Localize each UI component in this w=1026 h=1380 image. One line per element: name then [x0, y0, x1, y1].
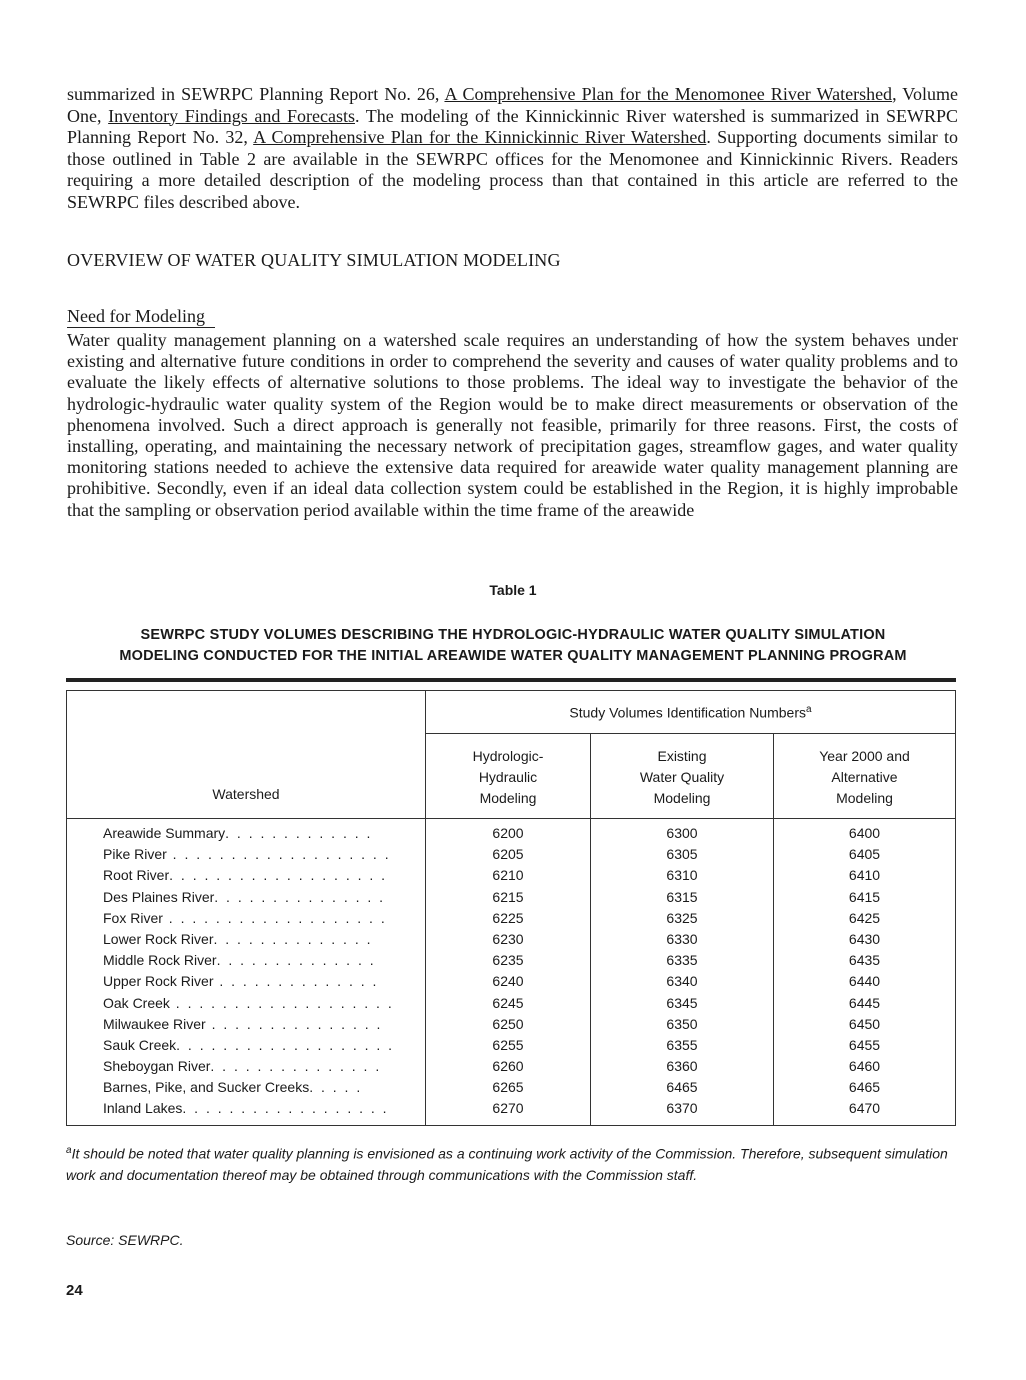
body-paragraph: Water quality management planning on a watershed scale requires an understanding of how the system behaves under existing and alternative future conditions in order to comprehend the severity and causes of water quality problems and to evaluate the likely effects of alternative solutions to those problems. The ideal way to investigate the behavior of the hydrologic-hydraulic water quality system of the Region would be to make direct measurements or observation of the phenomena involved. Such a direct approach is generally not feasible, primarily for three reasons. First, the costs of installing, operating, and maintaining the necessary network of precipitation gages, streamflow gages, and water quality monitoring stations needed to achieve the extensive data required for areawide water quality management planning are prohibitive. Secondly, even if an ideal data collection system could be established in the Region, it is highly improbable that the sampling or observation period available within the time frame of the areawide: [67, 330, 958, 520]
volume-number: 6210: [492, 867, 524, 884]
watershed-name: Oak Creek: [103, 994, 170, 1011]
volume-number: 6250: [492, 1015, 524, 1032]
watershed-name: Areawide Summary: [103, 825, 226, 841]
volume-number: 6230: [492, 930, 524, 947]
leader-dots: . . . . . . . . . . . . . . . . . . .: [162, 909, 387, 926]
table-row-watershed: [67, 844, 425, 865]
volume-number: 6305: [666, 846, 698, 863]
paragraph-text: . The modeling of the Kinnickinnic River watershed is summarized in SEWRPC Planning Report No. 32,: [67, 105, 958, 148]
paragraph-text: . Supporting documents similar to those outlined in Table 2 are available in the SEWRPC offices for the Menomonee and Kinnickinnic Rivers. Readers requiring a more detailed description of the modeling process than that contained in this article are referred to the SEWRPC files described above.: [67, 127, 958, 212]
header-existing-water-quality: Existing Water Quality Modeling: [591, 734, 774, 819]
leader-dots: . . . . . . . . . . . . . .: [213, 973, 379, 990]
volume-number: 6310: [666, 867, 698, 884]
table-row-watershed: [67, 950, 425, 971]
watershed-name: Root River: [103, 867, 170, 884]
volume-number: 6410: [848, 867, 881, 884]
volume-number: 6340: [666, 973, 698, 990]
table-row-watershed: [67, 1056, 425, 1077]
watershed-name: Milwaukee River: [103, 1015, 206, 1032]
header-watershed: Watershed: [67, 691, 426, 819]
table-row-watershed: [67, 908, 425, 929]
watershed-name: Pike River: [103, 846, 167, 863]
table-row-watershed: [67, 1077, 425, 1098]
paragraph-text: , Volume One,: [67, 84, 958, 126]
existing-column: [591, 819, 774, 1126]
leader-dots: . . . . . . . . . . . . . . . . . . .: [176, 1036, 395, 1053]
volume-number: 6350: [666, 1015, 698, 1032]
watershed-name: Barnes, Pike, and Sucker Creeks: [103, 1079, 310, 1096]
volume-number: 6240: [492, 973, 524, 990]
volume-number: 6265: [492, 1079, 524, 1096]
cited-title: A Comprehensive Plan for the Kinnickinnic River Watershed: [253, 127, 707, 148]
table-row-watershed: [67, 887, 425, 908]
volume-number: 6435: [848, 952, 881, 969]
section-heading: OVERVIEW OF WATER QUALITY SIMULATION MODELING: [67, 250, 561, 270]
watershed-name: Fox River: [103, 909, 163, 926]
leader-dots: . . . . . . . . . . . . . . .: [214, 888, 386, 905]
table-row-watershed: [67, 929, 425, 950]
volume-number: 6205: [492, 846, 524, 863]
watershed-name: Upper Rock River: [103, 973, 214, 990]
volume-number: 6255: [492, 1036, 524, 1053]
volume-number: 6405: [848, 846, 881, 863]
watershed-name: Middle Rock River: [103, 952, 217, 969]
table-row-watershed: [67, 823, 425, 844]
header-hydrologic-hydraulic: Hydrologic- Hydraulic Modeling: [426, 734, 591, 819]
volume-number: 6360: [666, 1058, 698, 1075]
cited-title: Inventory Findings and Forecasts: [108, 105, 355, 126]
volume-number: 6370: [666, 1100, 698, 1117]
header-year-2000: Year 2000 and Alternative Modeling: [774, 734, 956, 819]
table-title: [60, 625, 966, 667]
volume-number: 6225: [492, 909, 524, 926]
table-top-rule: [66, 678, 956, 682]
volume-number: 6400: [848, 825, 881, 841]
volume-number: 6460: [848, 1058, 881, 1075]
table-row-watershed: [67, 993, 425, 1014]
volume-number: 6450: [848, 1015, 881, 1032]
volume-number: 6245: [492, 994, 524, 1011]
subsection-heading: Need for Modeling: [67, 305, 215, 328]
volume-number: 6345: [666, 994, 698, 1011]
footnote-text: It should be noted that water quality planning is envisioned as a continuing work activity of the Commission. Therefore, subsequent simulation work and documentation thereof may be obtained through communications with the Commission staff.: [66, 1145, 948, 1183]
footnote-marker: a: [806, 703, 812, 715]
volume-number: 6455: [848, 1036, 881, 1053]
leader-dots: . . . . . . . . . . . . . . . . . .: [182, 1100, 389, 1117]
table-title-line: SEWRPC STUDY VOLUMES DESCRIBING THE HYDROLOGIC-HYDRAULIC WATER QUALITY SIMULATION: [140, 627, 886, 643]
leader-dots: . . . . . . . . . . . . . . .: [210, 1058, 382, 1075]
cited-title: A Comprehensive Plan for the Menomonee River Watershed: [444, 84, 893, 104]
volume-number: 6235: [492, 952, 524, 969]
leader-dots: . . . . . . . . . . . . . . . . . . .: [169, 867, 388, 884]
volume-number: 6315: [666, 888, 698, 905]
volume-number: 6415: [848, 888, 881, 905]
volume-number: 6355: [666, 1036, 698, 1053]
leader-dots: . . . . . . . . . . . . . . .: [205, 1015, 383, 1032]
leader-dots: . . . . . . . . . . . . .: [225, 825, 373, 841]
volume-number: 6200: [492, 825, 524, 841]
leader-dots: . . . . . . . . . . . . . . . . . . .: [166, 846, 391, 863]
volume-number: 6330: [666, 930, 698, 947]
intro-paragraph: [67, 84, 958, 214]
volume-number: 6465: [848, 1079, 881, 1096]
study-volumes-table: [66, 690, 956, 1126]
table-number: Table 1: [489, 582, 537, 598]
footnote-marker: a: [66, 1145, 72, 1156]
volume-number: 6260: [492, 1058, 524, 1075]
volume-number: 6470: [848, 1100, 881, 1117]
table-row-watershed: [67, 1014, 425, 1035]
table-row-watershed: [67, 971, 425, 992]
volume-number: 6335: [666, 952, 698, 969]
watershed-name: Des Plaines River: [103, 888, 215, 905]
hydrologic-column: [426, 819, 591, 1126]
table-source: Source: SEWRPC.: [66, 1232, 184, 1248]
leader-dots: . . . . . . . . . . . . . . . . . . .: [169, 994, 394, 1011]
page-number: 24: [66, 1282, 83, 1299]
volume-number: 6465: [666, 1079, 698, 1096]
volume-number: 6445: [848, 994, 881, 1011]
volume-number: 6215: [492, 888, 524, 905]
leader-dots: . . . . . . . . . . . . . .: [216, 952, 376, 969]
header-study-volumes-label: Study Volumes Identification Numbers: [569, 704, 806, 721]
year-2000-column: [774, 819, 956, 1126]
header-study-volumes: [426, 691, 956, 734]
paragraph-text: summarized in SEWRPC Planning Report No. 26,: [67, 84, 445, 104]
watershed-name: Sheboygan River: [103, 1058, 211, 1075]
volume-number: 6440: [848, 973, 881, 990]
watershed-column: [67, 819, 426, 1126]
table-footnote: [66, 1140, 956, 1186]
table-row-watershed: [67, 1035, 425, 1056]
table-row-watershed: [67, 865, 425, 886]
table-title-line: MODELING CONDUCTED FOR THE INITIAL AREAWIDE WATER QUALITY MANAGEMENT PLANNING PROGRAM: [119, 648, 907, 664]
volume-number: 6325: [666, 909, 698, 926]
table-row-watershed: [67, 1098, 425, 1119]
watershed-name: Lower Rock River: [103, 930, 214, 947]
leader-dots: . . . . . . . . . . . . . .: [213, 930, 373, 947]
volume-number: 6270: [492, 1100, 524, 1117]
watershed-name: Inland Lakes: [103, 1100, 183, 1117]
volume-number: 6430: [848, 930, 881, 947]
leader-dots: . . . . .: [309, 1079, 363, 1096]
watershed-name: Sauk Creek: [103, 1036, 177, 1053]
volume-number: 6300: [666, 825, 698, 841]
volume-number: 6425: [848, 909, 881, 926]
